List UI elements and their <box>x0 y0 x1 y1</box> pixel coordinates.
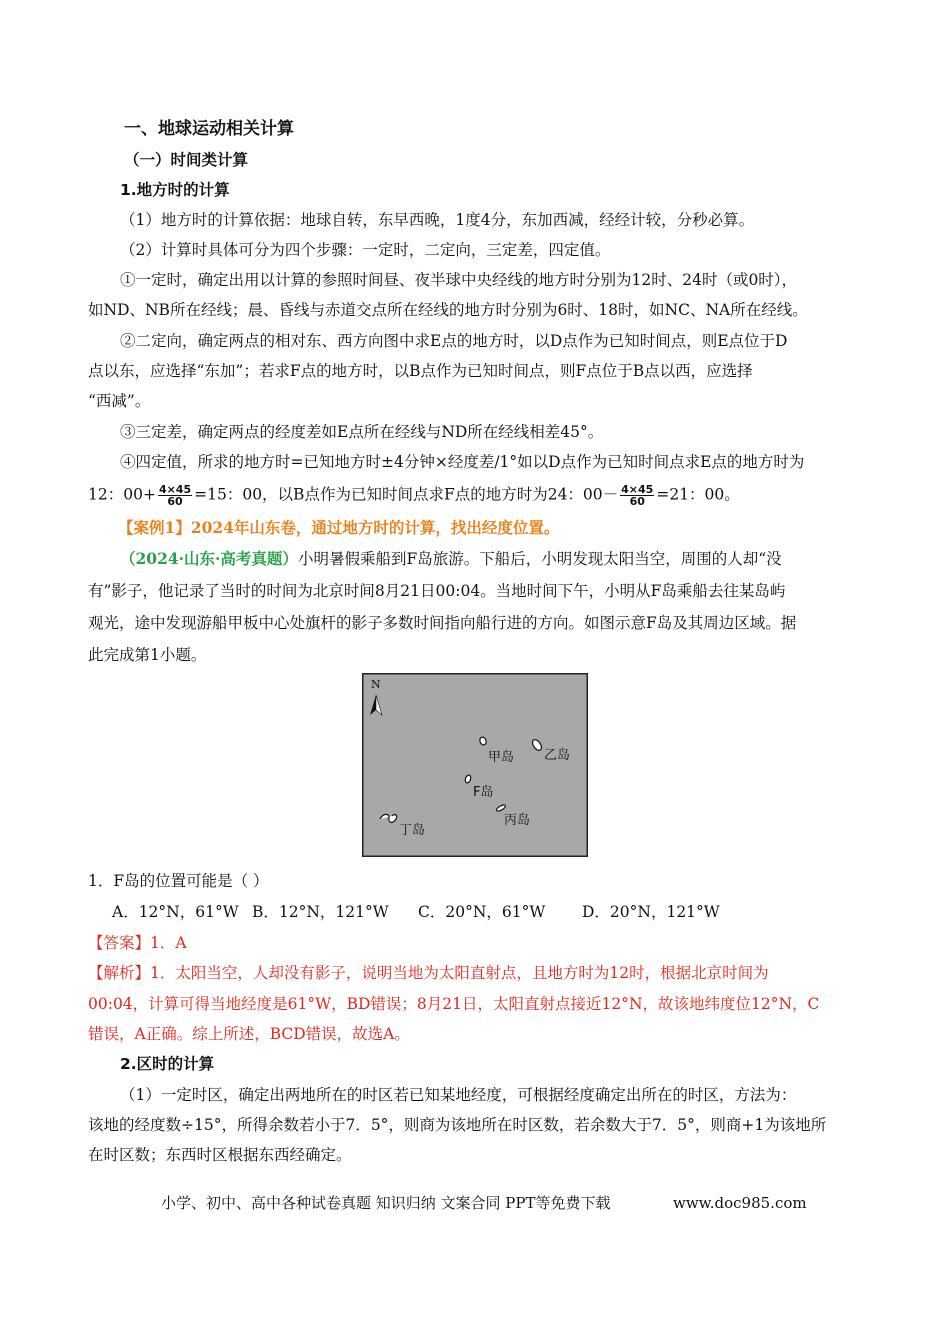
question-stem: 1．F岛的位置可能是（ ） <box>88 872 269 890</box>
step2-text: ②二定向，确定两点的相对东、西方向图中求E点的地方时，以D点作为已知时间点，则E点位于D <box>120 332 788 350</box>
north-label: N <box>371 678 381 691</box>
case-label: 【案例1】2024年山东卷，通过地方时的计算，找出经度位置。 <box>118 518 560 537</box>
step2-text: “西减”。 <box>88 392 151 410</box>
part1-paragraph: （2）计算时具体可分为四个步骤：一定时，二定向，三定差，四定值。 <box>120 241 611 259</box>
section-title: 一、地球运动相关计算 <box>124 119 294 139</box>
fraction <box>620 484 654 507</box>
case-question-text: 此完成第1小题。 <box>88 646 207 664</box>
case-question-text: 小明暑假乘船到F岛旅游。下船后，小明发现太阳当空，周围的人却“没 <box>297 550 782 568</box>
case-source: （2024·山东·高考真题） <box>120 549 298 568</box>
step2-text: 点以东，应选择“东加”；若求F点的地方时，以B点作为已知时间点，则F点位于B点以西，应选择 <box>88 362 753 380</box>
explanation-text: 错误，A正确。综上所述，BCD错误，故选A。 <box>88 1025 410 1043</box>
island-bing-label: 丙岛 <box>504 813 531 828</box>
formula-part: =21：00。 <box>656 485 740 504</box>
part2-paragraph: 该地的经度数÷15°，所得余数若小于7．5°，则商为该地所在时区数，若余数大于7．5°，则商+1为该地所 <box>88 1116 827 1134</box>
fraction-denominator: 60 <box>629 495 645 508</box>
explanation-text: 00:04，计算可得当地经度是61°W，BD错误；8月21日，太阳直射点接近12°N，故该地纬度位12°N，C <box>88 995 820 1013</box>
option-c: C．20°N，61°W <box>418 903 546 921</box>
footer-text: 小学、初中、高中各种试卷真题 知识归纳 文案合同 PPT等免费下载 <box>161 1194 611 1212</box>
island-map <box>362 673 588 857</box>
part1-heading: 1.地方时的计算 <box>120 181 230 199</box>
island-yi-label: 乙岛 <box>544 748 571 763</box>
fraction-numerator: 4×45 <box>158 483 192 496</box>
step1-text: ①一定时，确定出用以计算的参照时间昼、夜半球中央经线的地方时分别为12时、24时（或0时）， <box>120 271 798 289</box>
formula-part: =15：00，以B点作为已知时间点求F点的地方时为24：00－ <box>194 485 619 504</box>
island-map-svg <box>362 673 588 857</box>
case-question <box>120 549 782 569</box>
fraction-denominator: 60 <box>167 495 183 508</box>
fraction-numerator: 4×45 <box>621 483 654 496</box>
island-jia-label: 甲岛 <box>488 750 515 765</box>
island-ding-label: 丁岛 <box>399 823 426 838</box>
case-question-text: 有”影子，他记录了当时的时间为北京时间8月21日00:04。当地时间下午，小明从F岛乘船去往某岛屿 <box>88 582 786 600</box>
part2-paragraph: 在时区数；东西时区根据东西经确定。 <box>88 1146 352 1164</box>
step3-text: ③三定差，确定两点的经度差如E点所在经线与ND所在经线相差45°。 <box>120 423 604 441</box>
formula-part: 12：00+ <box>88 485 156 504</box>
fraction <box>158 484 192 507</box>
case-question-text: 观光，途中发现游船甲板中心处旗杆的影子多数时间指向船行进的方向。如图示意F岛及其周边区域。据 <box>88 614 797 632</box>
map-background <box>363 674 588 857</box>
explanation-text: 【解析】1．太阳当空，人却没有影子，说明当地为太阳直射点，且地方时为12时，根据北京时间为 <box>88 964 769 982</box>
part1-paragraph: （1）地方时的计算依据：地球自转，东早西晚，1度4分，东加西减，经经计较，分秒必算。 <box>120 211 755 229</box>
part2-paragraph: （1）一定时区，确定出两地所在的时区若已知某地经度，可根据经度确定出所在的时区，方法为： <box>120 1086 797 1104</box>
step1-text: 如ND、NB所在经线；晨、昏线与赤道交点所在经线的地方时分别为6时、18时，如NC、NA所在经线。 <box>88 301 808 319</box>
option-a: A．12°N，61°W <box>112 903 239 921</box>
island-f-label: F岛 <box>473 785 494 800</box>
step4-formula <box>88 484 740 507</box>
part2-heading: 2.区时的计算 <box>120 1055 215 1073</box>
step4-text: ④四定值，所求的地方时=已知地方时±4分钟×经度差/1°如以D点作为已知时间点求E点的地方时为 <box>120 453 805 471</box>
answer-text: 【答案】1．A <box>88 934 187 952</box>
option-d: D．20°N，121°W <box>582 903 720 921</box>
section-subtitle: （一）时间类计算 <box>124 151 249 169</box>
option-b: B．12°N，121°W <box>252 903 389 921</box>
footer-url[interactable]: www.doc985.com <box>673 1194 807 1212</box>
